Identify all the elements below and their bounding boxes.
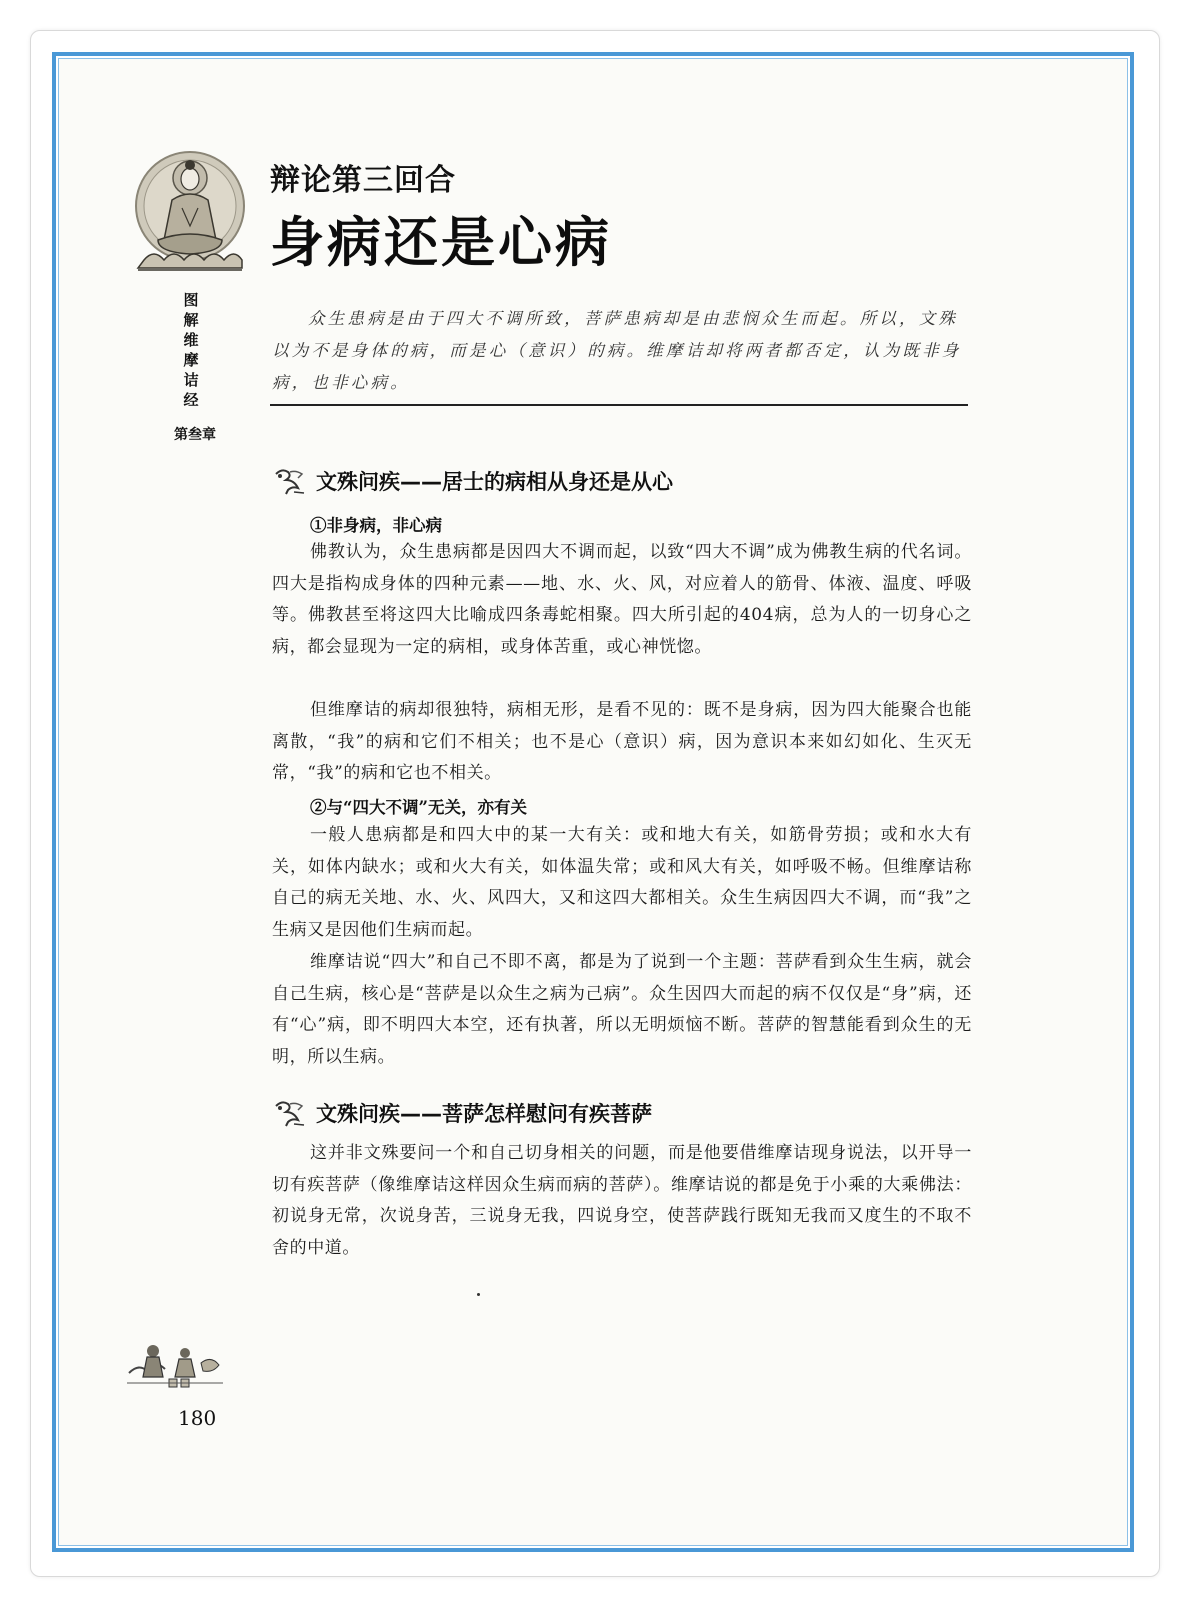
paragraph: 一般人患病都是和四大中的某一大有关：或和地大有关，如筋骨劳损；或和水大有关，如体内缺水；或和火大有关，如体温失常；或和风大有关，如呼吸不畅。但维摩诘称自己的病无关地、水、火、风四大，又和这四大都相关。众生生病因四大不调，而“我”之生病又是因他们生病而起。: [272, 825, 972, 940]
chapter-label: 第叁章: [174, 427, 216, 443]
section-heading-text: 文殊问疾——菩萨怎样慰问有疾菩萨: [316, 1102, 652, 1126]
book-title-vertical: [181, 290, 201, 410]
figures-ornament-icon: [125, 1333, 225, 1393]
section-heading: [272, 466, 673, 496]
paragraph: 这并非文殊要问一个和自己切身相关的问题，而是他要借维摩诘现身说法，以开导一切有疾菩萨（像维摩诘这样因众生病而病的菩萨）。维摩诘说的都是免于小乘的大乘佛法：初说身无常，次说身苦，三说身无我，四说身空，使菩萨践行既知无我而又度生的不取不舍的中道。: [272, 1143, 972, 1258]
section-heading-text: 文殊问疾——居士的病相从身还是从心: [316, 470, 673, 494]
sub-heading: ②与“四大不调”无关，亦有关: [310, 798, 527, 817]
paragraph: 佛教认为，众生患病都是因四大不调而起，以致“四大不调”成为佛教生病的代名词。四大是指构成身体的四种元素——地、水、火、风，对应着人的筋骨、体液、温度、呼吸等。佛教甚至将这四大比喻成四条毒蛇相聚。四大所引起的404病，总为人的一切身心之病，都会显现为一定的病相，或身体苦重，或心神恍惚。: [272, 542, 972, 657]
book-title-char: 解: [183, 311, 199, 329]
abstract-text: 众生患病是由于四大不调所致，菩萨患病却是由悲悯众生而起。所以，文殊以为不是身体的病，而是心（意识）的病。维摩诘却将两者都否定，认为既非身病，也非心病。: [272, 309, 962, 392]
section-divider: [270, 404, 968, 406]
page-title: 身病还是心病: [270, 211, 612, 274]
crane-ornament-icon: [272, 466, 308, 496]
section-heading: [272, 1098, 652, 1128]
paragraph: 维摩诘说“四大”和自己不即不离，都是为了说到一个主题：菩萨看到众生生病，就会自己生病，核心是“菩萨是以众生之病为己病”。众生因四大而起的病不仅仅是“身”病，还有“心”病，即不明四大本空，还有执著，所以无明烦恼不断。菩萨的智慧能看到众生的无明，所以生病。: [272, 952, 972, 1067]
book-title-char: 诘: [183, 371, 199, 389]
sub-heading: ①非身病，非心病: [310, 516, 442, 535]
book-title-char: 摩: [183, 351, 199, 369]
crane-ornament-icon: [272, 1098, 308, 1128]
book-title-char: 图: [183, 291, 199, 309]
paragraph: 但维摩诘的病却很独特，病相无形，是看不见的：既不是身病，因为四大能聚合也能离散，“我”的病和它们不相关；也不是心（意识）病，因为意识本来如幻如化、生灭无常，“我”的病和它也不相关。: [272, 700, 972, 783]
buddha-emblem-icon: [130, 148, 250, 278]
page-number: 180: [178, 1406, 217, 1430]
book-title-char: 维: [183, 331, 199, 349]
round-title: 辩论第三回合: [270, 163, 456, 198]
book-title-char: 经: [183, 391, 199, 409]
stray-dot: [477, 1293, 480, 1296]
